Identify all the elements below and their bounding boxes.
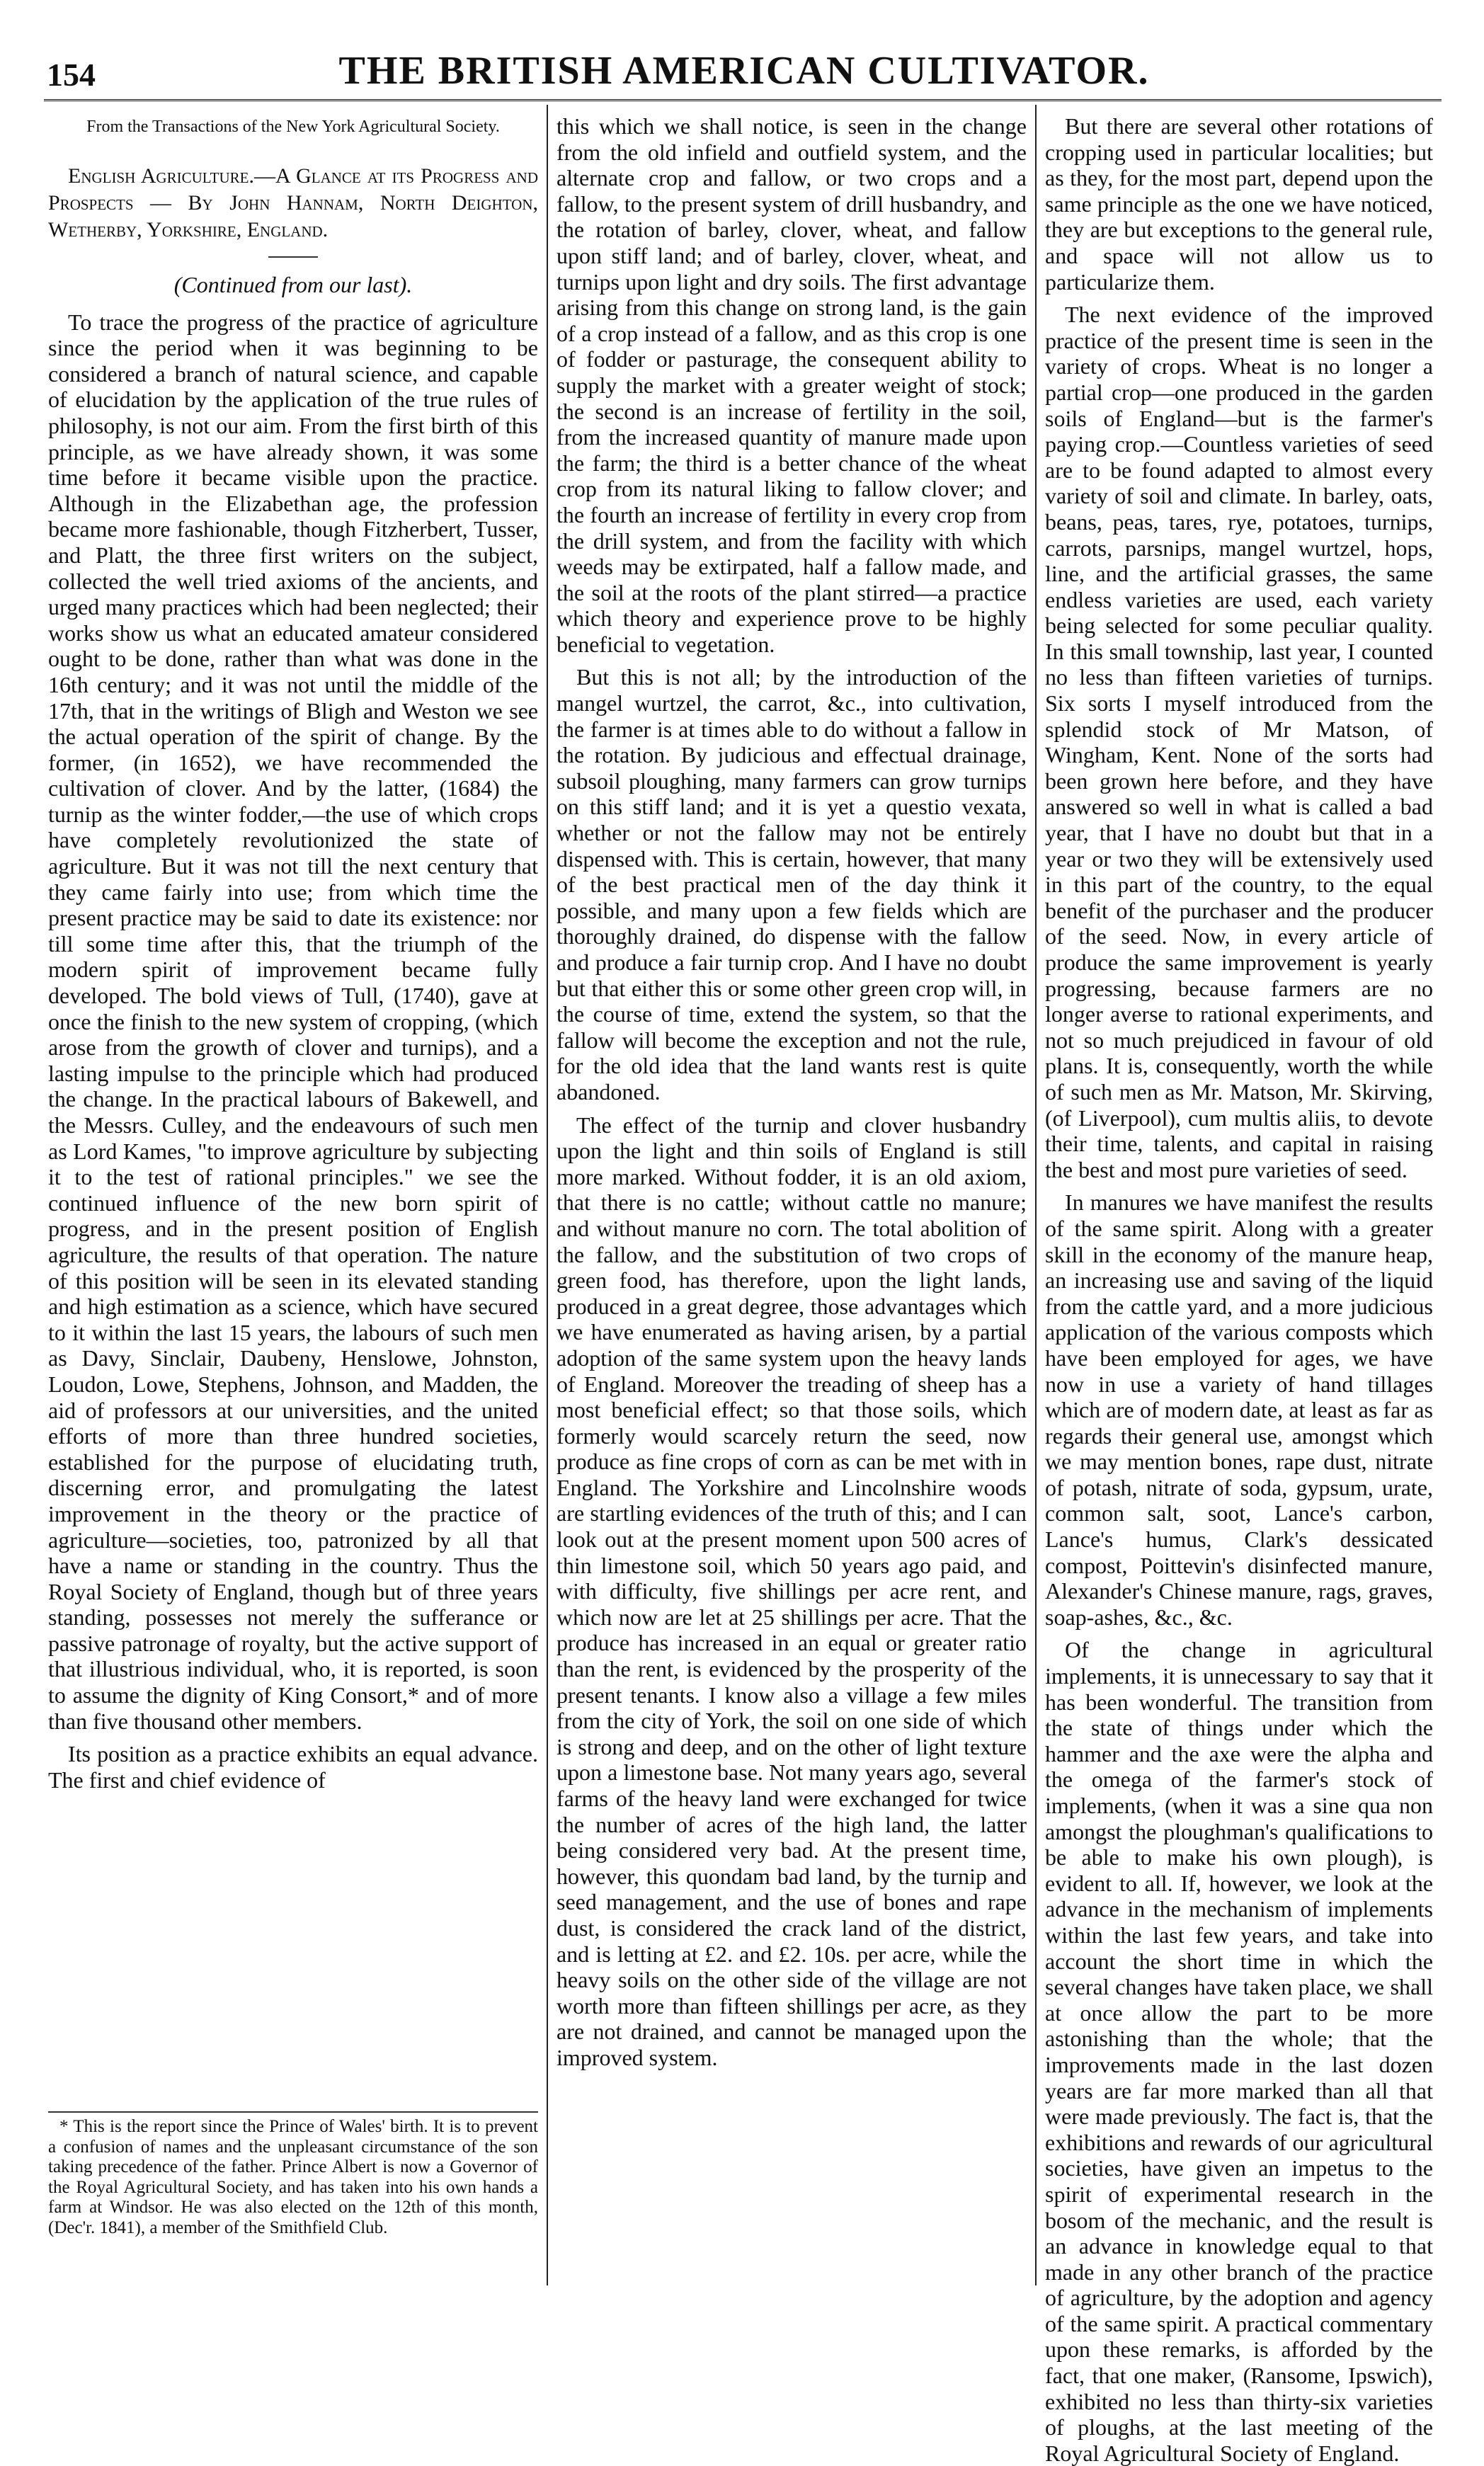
column-3 (1035, 105, 1442, 2466)
journal-title: THE BRITISH AMERICAN CULTIVATOR. (338, 49, 1150, 93)
paragraph: this which we shall notice, is seen in the change from the old infield and outfield system, and the alternate crop and fallow, or two crops and a fallow, to the present system of drill husbandry, and the rotation of barley, clover, wheat, and fallow upon stiff land; and of barley, clover, wheat, and turnips upon light and dry soils. The first advantage arising from this change on strong land, is the gain of a crop instead of a fallow, and as this crop is one of fodder or pasturage, the consequent ability to supply the market with a greater weight of stock; the second is an increase of fertility in the soil, from the increased quantity of manure made upon the farm; the third is a better chance of the wheat crop from its natural liking to fallow clover; and the fourth an increase of fertility in every crop from the drill system, and from the facility with which weeds may be extirpated, half a fallow made, and the soil at the roots of the plant stirred—a practice which theory and experience prove to be highly beneficial to vegetation. (556, 113, 1027, 657)
footnote (48, 2111, 538, 2238)
paragraph: Its position as a practice exhibits an equal advance. The first and chief evidence of (48, 1741, 538, 1793)
paragraph: The next evidence of the improved practice of the present time is seen in the variety of crops. Wheat is no longer a partial crop—one produced in the garden soils of England—but is the farmer's paying crop.—Countless varieties of seed are to be found adapted to almost every variety of soil and climate. In barley, oats, beans, peas, tares, rye, potatoes, turnips, carrots, parsnips, mangel wurtzel, hops, line, and the artificial grasses, the same endless varieties are used, each variety being selected for some peculiar quality. In this small township, last year, I counted no less than fifteen varieties of turnips. Six sorts I myself introduced from the splendid stock of Mr Matson, of Wingham, Kent. None of the sorts had been grown here before, and they have answered so well in what is called a bad year, that I have no doubt but that in a year or two they will be extensively used in this part of the country, to the equal benefit of the purchaser and the producer of the seed. Now, in every article of produce the same improvement is yearly progressing, because farmers are no longer averse to rational experiments, and not so much prejudiced in favour of old plans. It is, consequently, worth the while of such men as Mr. Matson, Mr. Skirving, (of Liverpool), cum multis aliis, to devote their time, talents, and capital in raising the best and most pure varieties of seed. (1045, 302, 1433, 1182)
paragraph: In manures we have manifest the results of the same spirit. Along with a greater skill in the economy of the manure heap, an increasing use and saving of the liquid from the cattle yard, and a more judicious application of the various composts which have been employed for ages, we have now in use a variety of hand tillages which are of modern date, at least as far as regards their general use, amongst which we may mention bones, rape dust, nitrate of potash, nitrate of soda, gypsum, urate, common salt, soot, Lance's carbon, Lance's humus, Clark's dessicated compost, Poittevin's disinfected manure, Alexander's Chinese manure, rags, graves, soap-ashes, &c., &c. (1045, 1189, 1433, 1630)
article-title: English Agriculture.—A Glance at its Progress and Prospects — By John Hannam, North Deighton, Wetherby, Yorkshire, England. (48, 164, 538, 241)
page-number: 154 (47, 57, 96, 93)
paragraph: To trace the progress of the practice of agriculture since the period when it was beginning to be considered a branch of natural science, and capable of elucidation by the application of the true rules of philosophy, is not our aim. From the first birth of this principle, as we have already shown, it was some time before it became visible upon the practice. Although in the Elizabethan age, the profession became more fashionable, though Fitzherbert, Tusser, and Platt, the three first writers on the subject, collected the well tried axioms of the ancients, and urged many practices which had been neglected; their works show us what an educated amateur considered ought to be done, rather than what was done in the 16th century; and it was not until the middle of the 17th, that in the writings of Bligh and Weston we see the actual operation of the spirit of change. By the former, (in 1652), we have recommended the cultivation of clover. And by the latter, (1684) the turnip as the winter fodder,—the use of which crops have completely revolutionized the state of agriculture. But it was not till the next century that they came fairly into use; from which time the present practice may be said to date its existence: nor till some time after this, that the triumph of the modern spirit of improvement became fully developed. The bold views of Tull, (1740), gave at once the finish to the new system of cropping, (which arose from the growth of clover and turnips), and a lasting impulse to the principle which had produced the change. In the practical labours of Bakewell, and the Messrs. Culley, and the endeavours of such men as Lord Kames, "to improve agriculture by subjecting it to the test of rational principles." we see the continued influence of the new born spirit of progress, and in the present position of English agriculture, the results of that operation. The nature of this position will be seen in its elevated standing and high estimation as a science, which have secured to it within the last 15 years, the labours of such men as Davy, Sinclair, Daubeny, Henslowe, Johnston, Loudon, Lowe, Stephens, Johnson, and Madden, the aid of professors at our universities, and the united efforts of more than three hundred societies, established for the purpose of elucidating truth, discerning error, and promulgating the latest improvement in the theory or the practice of agriculture—societies, too, patronized by all that have a name or standing in the country. Thus the Royal Society of England, though but of three years standing, possesses not merely the sufferance or passive patronage of royalty, but the active support of that illustrious individual, who, it is reported, is soon to assume the dignity of King Consort,* and of more than five thousand other members. (48, 309, 538, 1734)
title-rule (268, 256, 318, 258)
paragraph: Of the change in agricultural implements, it is unnecessary to say that it has been wonderful. The transition from the state of things under which the hammer and the axe were the alpha and the omega of the farmer's stock of implements, (when it was a sine qua non amongst the ploughman's qualifications to be able to make his own plough), is evident to all. If, however, we look at the advance in the mechanism of implements within the last few years, and take into account the short time in which the several changes have taken place, we shall at once allow the part to be more astonishing than the whole; that the improvements made in the last dozen years are far more marked than all that were made previously. The fact is, that the exhibitions and rewards of our agricultural societies, have given an impetus to the spirit of experimental research in the bosom of the mechanic, and the result is an advance in knowledge equal to that made in any other branch of the practice of agriculture, by the adoption and agency of the same spirit. A practical commentary upon these remarks, is afforded by the fact, that one maker, (Ransome, Ipswich), exhibited no less than thirty-six varieties of ploughs, at the last meeting of the Royal Agricultural Society of England. (1045, 1637, 1433, 2466)
footnote-text: * This is the report since the Prince of Wales' birth. It is to prevent a confusion of names and the unpleasant circumstance of the son taking precedence of the father. Prince Albert is now a Governor of the Royal Agricultural Society, and has taken into his own hands a farm at Windsor. He was also elected on the 12th of this month, (Dec'r. 1841), a member of the Smithfield Club. (48, 2117, 538, 2237)
source-note: From the Transactions of the New York Agricultural Society. (86, 118, 500, 136)
paragraph: But there are several other rotations of cropping used in particular localities; but as they, for the most part, depend upon the same principle as the one we have noticed, they are but exceptions to the general rule, and space will not allow us to particularize them. (1045, 113, 1433, 295)
paragraph: But this is not all; by the introduction of the mangel wurtzel, the carrot, &c., into cultivation, the farmer is at times able to do without a fallow in the rotation. By judicious and effectual drainage, subsoil ploughing, many farmers can grow turnips on this stiff land; and it is yet a questio vexata, whether or not the fallow may not be entirely dispensed with. This is certain, however, that many of the best practical men of the day think it possible, and many upon a few fields which are thoroughly drained, do dispense with the fallow and produce a fair turnip crop. And I have no doubt but that either this or some other green crop will, in the course of time, extend the system, so that the fallow will become the exception and not the rule, for the old idea that the land wants rest is quite abandoned. (556, 664, 1027, 1104)
column-1 (44, 105, 547, 2285)
continued-note: (Continued from our last). (173, 272, 413, 297)
page-header (44, 50, 1442, 101)
paragraph: The effect of the turnip and clover husbandry upon the light and thin soils of England is still more marked. Without fodder, it is an old axiom, that there is no cattle; without cattle no manure; and without manure no corn. The total abolition of the fallow, and the substitution of two crops of green food, has therefore, upon the light lands, produced in a great degree, those advantages which we have enumerated as having arisen, by a partial adoption of the same system upon the heavy lands of England. Moreover the treading of sheep has a most beneficial effect; so that those soils, which formerly would scarcely return the seed, now produce as fine crops of corn as can be met with in England. The Yorkshire and Lincolnshire woods are startling evidences of the truth of this; and I can look out at the present moment upon 500 acres of thin limestone soil, which 50 years ago paid, and with difficulty, five shillings per acre rent, and which now are let at 25 shillings per acre. That the produce has increased in an equal or greater ratio than the rent, is evidenced by the prosperity of the present tenants. I know also a village a few miles from the city of York, the soil on one side of which is strong and deep, and on the other of light texture upon a limestone base. Not many years ago, several farms of the heavy land were exchanged for twice the number of acres of the high land, the latter being considered very bad. At the present time, however, this quondam bad land, by the turnip and seed management, and the use of bones and rape dust, is considered the crack land of the district, and is letting at £2. and £2. 10s. per acre, while the heavy soils on the other side of the village are not worth more than fifteen shillings per acre, as they are not drained, and cannot be managed upon the improved system. (556, 1112, 1027, 2070)
column-2 (547, 105, 1035, 2285)
article-columns (44, 105, 1442, 2466)
